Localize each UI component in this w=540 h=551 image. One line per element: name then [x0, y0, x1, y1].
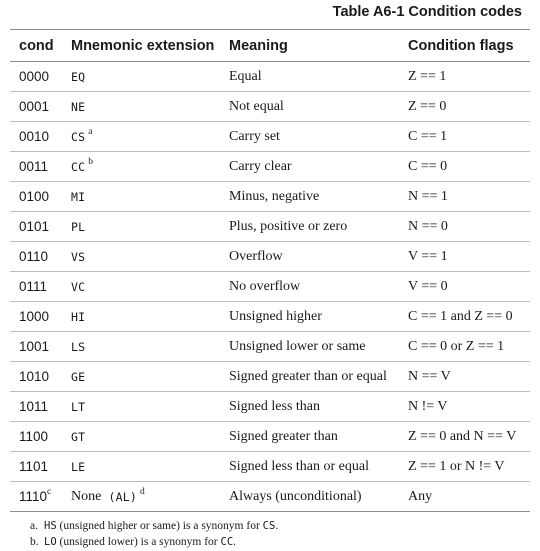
mnemonic-value: EQ — [71, 69, 86, 84]
mnemonic-value: VC — [71, 279, 86, 294]
mnemonic-cell — [71, 332, 85, 361]
header-flags: Condition flags — [408, 37, 514, 54]
flags-cell: V == 0 — [408, 278, 448, 294]
meaning-cell: Signed less than or equal — [229, 458, 369, 474]
mnemonic-footnote-mark: d — [139, 486, 145, 497]
flags-cell: N == 1 — [408, 188, 448, 204]
flags-cell: C == 1 — [408, 128, 448, 144]
condition-codes-table — [10, 29, 530, 512]
flags-cell: C == 0 or Z == 1 — [408, 338, 505, 354]
cond-cell: 0010 — [19, 129, 50, 144]
footnote-end: . — [233, 536, 237, 548]
mnemonic-value: LT — [71, 399, 86, 414]
table-row — [10, 332, 530, 361]
cond-cell: 1101 — [19, 459, 49, 474]
meaning-cell: Signed greater than or equal — [229, 368, 387, 384]
mnemonic-cell — [71, 362, 85, 391]
mnemonic-cell — [71, 152, 93, 181]
table-row — [10, 452, 530, 481]
cond-cell: 0100 — [19, 189, 50, 204]
mnemonic-value: PL — [71, 219, 86, 234]
footnote-b — [30, 534, 278, 550]
flags-cell: Z == 1 — [408, 68, 447, 84]
mnemonic-value: CS — [71, 129, 86, 144]
header-meaning: Meaning — [229, 37, 288, 54]
cond-footnote-mark: c — [47, 486, 52, 497]
meaning-cell: Carry clear — [229, 158, 292, 174]
footnote-code: HS — [44, 520, 57, 532]
mnemonic-al: (AL) — [108, 489, 137, 504]
meaning-cell: Signed less than — [229, 398, 320, 414]
mnemonic-value: MI — [71, 189, 86, 204]
mnemonic-value: LE — [71, 459, 86, 474]
table-row — [10, 302, 530, 331]
table-row — [10, 392, 530, 421]
mnemonic-footnote-mark: a — [88, 126, 93, 137]
flags-cell: C == 0 — [408, 158, 448, 174]
meaning-cell: Carry set — [229, 128, 280, 144]
footnote-text: (unsigned higher or same) is a synonym for — [56, 520, 263, 532]
cond-cell: 0101 — [19, 219, 50, 234]
mnemonic-cell — [71, 92, 85, 121]
flags-cell: Z == 0 and N == V — [408, 428, 517, 444]
table-row — [10, 422, 530, 451]
mnemonic-footnote-mark: b — [88, 156, 94, 167]
mnemonic-value: GE — [71, 369, 86, 384]
meaning-cell: Always (unconditional) — [229, 488, 362, 504]
header-cond: cond — [19, 37, 54, 54]
mnemonic-value: NE — [71, 99, 86, 114]
footnote-mark: a. — [30, 520, 38, 532]
footnote-mark: b. — [30, 536, 39, 548]
footnote-target: CS — [262, 520, 276, 532]
mnemonic-value: VS — [71, 249, 86, 264]
flags-cell: Z == 0 — [408, 98, 447, 114]
mnemonic-cell — [71, 212, 85, 241]
mnemonic-cell — [71, 452, 85, 481]
meaning-cell: Unsigned higher — [229, 308, 322, 324]
meaning-cell: No overflow — [229, 278, 301, 294]
flags-cell: N != V — [408, 398, 448, 414]
cond-cell: 0011 — [19, 159, 49, 174]
meaning-cell: Equal — [229, 68, 262, 84]
meaning-cell: Overflow — [229, 248, 283, 264]
footnotes — [30, 518, 278, 550]
table-row — [10, 272, 530, 301]
table-row — [10, 62, 530, 91]
cond-cell: 0110 — [19, 249, 49, 264]
table-row — [10, 242, 530, 271]
meaning-cell: Not equal — [229, 98, 284, 114]
table-row — [10, 122, 530, 151]
mnemonic-value: CC — [71, 159, 86, 174]
flags-cell: V == 1 — [408, 248, 448, 264]
mnemonic-value: GT — [71, 429, 86, 444]
cond-value: 1110 — [19, 489, 48, 504]
meaning-cell: Plus, positive or zero — [229, 218, 348, 234]
table-row — [10, 182, 530, 211]
mnemonic-cell — [71, 302, 85, 331]
mnemonic-cell — [71, 392, 85, 421]
table-body — [10, 62, 530, 482]
table-row — [10, 92, 530, 121]
table-row — [10, 482, 530, 511]
mnemonic-cell — [71, 242, 85, 271]
flags-cell: N == 0 — [408, 218, 448, 234]
cond-cell: 0001 — [19, 99, 50, 114]
cond-cell: 1001 — [19, 339, 50, 354]
mnemonic-none: None — [71, 488, 102, 504]
flags-cell: Any — [408, 488, 433, 504]
footnote-a — [30, 518, 278, 534]
mnemonic-value: HI — [71, 309, 86, 324]
flags-cell: C == 1 and Z == 0 — [408, 308, 513, 324]
footnote-text: (unsigned lower) is a synonym for — [56, 536, 221, 548]
mnemonic-cell — [71, 482, 145, 511]
cond-cell: 1000 — [19, 309, 50, 324]
cond-cell: 1011 — [19, 399, 49, 414]
footnote-code: LO — [44, 536, 57, 548]
flags-cell: Z == 1 or N != V — [408, 458, 505, 474]
table-row — [10, 212, 530, 241]
footnote-target: CC — [220, 536, 234, 548]
meaning-cell: Signed greater than — [229, 428, 338, 444]
meaning-cell: Unsigned lower or same — [229, 338, 366, 354]
mnemonic-cell — [71, 122, 93, 151]
cond-cell: 0000 — [19, 69, 50, 84]
footnote-end: . — [275, 520, 279, 532]
cond-cell: 1010 — [19, 369, 50, 384]
cond-cell: 0111 — [19, 279, 48, 294]
meaning-cell: Minus, negative — [229, 188, 320, 204]
flags-cell: N == V — [408, 368, 451, 384]
cond-cell — [19, 482, 51, 511]
mnemonic-cell — [71, 62, 85, 91]
table-caption: Table A6-1 Condition codes — [332, 4, 522, 20]
table-row — [10, 362, 530, 391]
mnemonic-cell — [71, 422, 85, 451]
table-bottom-rule — [10, 511, 530, 512]
header-mnemonic: Mnemonic extension — [71, 37, 215, 54]
cond-cell: 1100 — [19, 429, 49, 444]
mnemonic-cell — [71, 272, 85, 301]
mnemonic-value: LS — [71, 339, 86, 354]
table-row — [10, 152, 530, 181]
mnemonic-cell — [71, 182, 85, 211]
table-header-row — [10, 30, 530, 61]
